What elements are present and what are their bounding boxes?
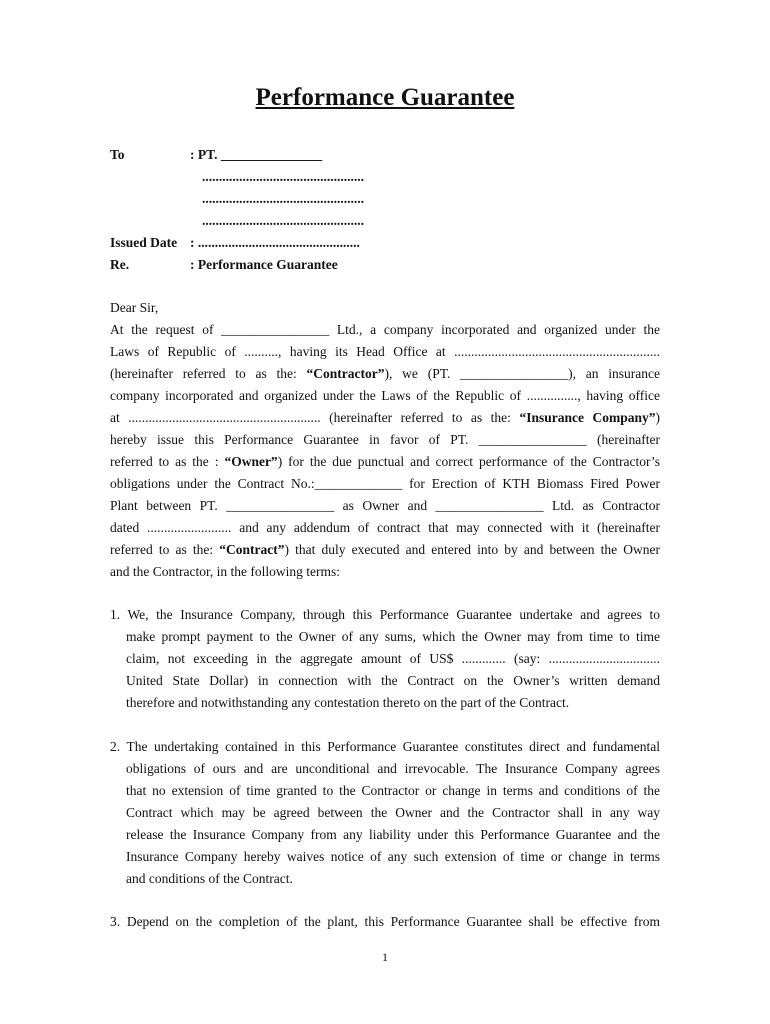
clause-line: 3. Depend on the completion of the plant, this Performance Guarantee shall be effective from: [110, 914, 660, 929]
issued-date-value: : ................................................: [190, 235, 360, 250]
to-row: [110, 147, 322, 163]
clause-line: Contract which may be agreed between the Owner and the Contractor shall in any way: [126, 805, 660, 820]
clause-line: 1. We, the Insurance Company, through this Performance Guarantee undertake and agrees to: [110, 607, 660, 622]
intro-line: company incorporated and organized under the Laws of the Republic of ..............., having office: [110, 388, 660, 403]
clause-line: that no extension of time granted to the Contractor or change in terms and conditions of the: [126, 783, 660, 798]
document-title: Performance Guarantee: [255, 84, 515, 111]
re-value: : Performance Guarantee: [190, 257, 338, 272]
intro-line: dated ......................... and any addendum of contract that may connected with it (hereinafter: [110, 520, 660, 535]
intro-line: referred to as the: “Contract”) that duly executed and entered into by and between the Owner: [110, 542, 660, 557]
intro-line: At the request of ________________ Ltd., a company incorporated and organized under the: [110, 322, 660, 337]
issued-date-label: Issued Date: [110, 235, 178, 250]
intro-line: obligations under the Contract No.:_____________ for Erection of KTH Biomass Fired Power: [110, 476, 660, 491]
page-number: 1: [382, 950, 388, 964]
intro-line: at ......................................................... (hereinafter referred to as the: “Insurance Company”): [110, 410, 660, 425]
address-line-2: ................................................: [202, 191, 364, 206]
to-label: To: [110, 147, 125, 162]
clause-line: release the Insurance Company from any liability under this Performance Guarantee and the: [126, 827, 660, 842]
intro-line: (hereinafter referred to as the: “Contractor”), we (PT. ________________), an insurance: [110, 366, 660, 381]
intro-line: hereby issue this Performance Guarantee in favor of PT. ________________ (hereinafter: [110, 432, 660, 447]
intro-line: Laws of Republic of .........., having its Head Office at .............................................................: [110, 344, 660, 359]
clause-line: Insurance Company hereby waives notice of any such extension of time or change in terms: [126, 849, 660, 864]
address-line-1: ................................................: [202, 169, 364, 184]
to-value: : PT. _______________: [190, 147, 323, 162]
clause-line: claim, not exceeding in the aggregate amount of US$ ............. (say: .................................: [126, 651, 660, 666]
clause-line: make prompt payment to the Owner of any sums, which the Owner may from time to time: [126, 629, 660, 644]
re-label: Re.: [110, 257, 130, 272]
clause-line: and conditions of the Contract.: [126, 871, 293, 886]
clause-line: 2. The undertaking contained in this Performance Guarantee constitutes direct and fundamental: [110, 739, 660, 754]
re-row: [110, 257, 338, 273]
clause-line: obligations of ours and are unconditional and irrevocable. The Insurance Company agrees: [126, 761, 660, 776]
salutation: Dear Sir,: [110, 300, 159, 315]
clause-line: United State Dollar) in connection with the Contract on the Owner’s written demand: [126, 673, 660, 688]
address-line-3: ................................................: [202, 213, 364, 228]
clause-line: therefore and notwithstanding any contestation thereto on the part of the Contract.: [126, 695, 570, 710]
issued-date-row: [110, 235, 360, 251]
intro-line: referred to as the : “Owner”) for the due punctual and correct performance of the Contractor’s: [110, 454, 660, 469]
intro-line: and the Contractor, in the following terms:: [110, 564, 341, 579]
intro-line: Plant between PT. ________________ as Owner and ________________ Ltd. as Contractor: [110, 498, 660, 513]
